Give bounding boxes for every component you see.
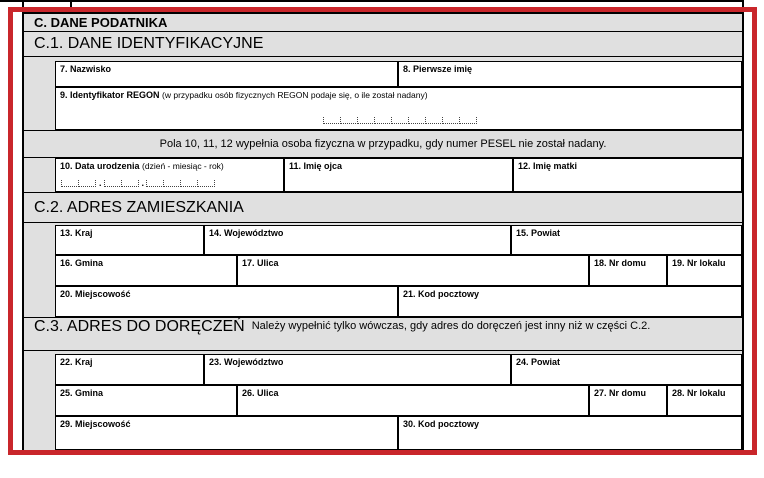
field-25-gmina[interactable] [55, 385, 237, 416]
field-10-data-urodzenia[interactable] [55, 158, 284, 192]
field-25-label: 25. Gmina [60, 388, 104, 398]
field-18-label: 18. Nr domu [594, 258, 647, 268]
section-c3-note: Należy wypełnić tylko wówczas, gdy adres do doręczeń jest inny niż w części C.2. [251, 320, 651, 332]
date-separator-dot: . [99, 178, 102, 188]
date-separator-dot: . [141, 178, 145, 188]
field-22-kraj[interactable] [55, 354, 204, 385]
section-c3-header [24, 317, 742, 351]
regon-entry-ruler [324, 117, 477, 124]
field-17-label: 17. Ulica [242, 258, 279, 268]
field-24-label: 24. Powiat [516, 357, 561, 367]
field-15-powiat[interactable] [511, 225, 742, 255]
field-26-ulica[interactable] [237, 385, 589, 416]
field-20-miejscowosc[interactable] [55, 286, 398, 317]
section-c3-title: C.3. ADRES DO DORĘCZEŃ [34, 318, 245, 335]
field-28-label: 28. Nr lokalu [672, 388, 726, 398]
field-18-nr-domu[interactable] [589, 255, 667, 286]
previous-table-left-border [22, 0, 24, 12]
field-8-label: 8. Pierwsze imię [403, 64, 473, 74]
field-21-label: 21. Kod pocztowy [403, 289, 480, 299]
section-c1-header [24, 32, 742, 57]
section-c2-title: C.2. ADRES ZAMIESZKANIA [34, 198, 244, 216]
field-22-label: 22. Kraj [60, 357, 93, 367]
field-9-regon[interactable] [55, 87, 742, 130]
field-21-kod-pocztowy[interactable] [398, 286, 742, 317]
field-23-wojewodztwo[interactable] [204, 354, 511, 385]
field-14-wojewodztwo[interactable] [204, 225, 511, 255]
field-13-label: 13. Kraj [60, 228, 93, 238]
field-16-label: 16. Gmina [60, 258, 104, 268]
section-c-title: C. DANE PODATNIKA [34, 15, 168, 30]
field-11-imie-ojca[interactable] [284, 158, 513, 192]
field-7-nazwisko[interactable] [55, 61, 398, 87]
previous-table-divider-tick [70, 0, 72, 12]
field-9-hint: (w przypadku osób fizycznych REGON podaje się, o ile został nadany) [162, 90, 428, 100]
field-30-kod-pocztowy[interactable] [398, 416, 742, 450]
field-15-label: 15. Powiat [516, 228, 561, 238]
field-29-label: 29. Miejscowość [60, 419, 131, 429]
field-29-miejscowosc[interactable] [55, 416, 398, 450]
field-16-gmina[interactable] [55, 255, 237, 286]
field-12-label: 12. Imię matki [518, 161, 578, 171]
field-28-nr-lokalu[interactable] [667, 385, 742, 416]
pesel-note-band [24, 130, 742, 158]
section-c2-header [24, 192, 742, 223]
field-27-nr-domu[interactable] [589, 385, 667, 416]
field-19-label: 19. Nr lokalu [672, 258, 726, 268]
field-17-ulica[interactable] [237, 255, 589, 286]
section-c-form [22, 12, 744, 452]
previous-table-right-border [742, 0, 744, 12]
field-14-label: 14. Województwo [209, 228, 284, 238]
birthdate-entry-ruler [62, 180, 215, 187]
field-11-label: 11. Imię ojca [289, 161, 343, 171]
field-7-label: 7. Nazwisko [60, 64, 112, 74]
field-23-label: 23. Województwo [209, 357, 284, 367]
field-30-label: 30. Kod pocztowy [403, 419, 480, 429]
field-13-kraj[interactable] [55, 225, 204, 255]
field-10-label: 10. Data urodzenia [60, 161, 140, 171]
pesel-note-text: Pola 10, 11, 12 wypełnia osoba fizyczna w przypadku, gdy numer PESEL nie został nadany. [159, 138, 607, 150]
field-10-hint: (dzień - miesiąc - rok) [142, 161, 224, 171]
section-c1-title: C.1. DANE IDENTYFIKACYJNE [34, 35, 264, 52]
field-12-imie-matki[interactable] [513, 158, 742, 192]
field-19-nr-lokalu[interactable] [667, 255, 742, 286]
field-8-pierwsze-imie[interactable] [398, 61, 742, 87]
field-20-label: 20. Miejscowość [60, 289, 131, 299]
field-9-label: 9. Identyfikator REGON [60, 90, 160, 100]
previous-table-bottom-rule [0, 0, 744, 2]
field-27-label: 27. Nr domu [594, 388, 647, 398]
field-24-powiat[interactable] [511, 354, 742, 385]
field-26-label: 26. Ulica [242, 388, 279, 398]
section-c-header [24, 14, 742, 32]
